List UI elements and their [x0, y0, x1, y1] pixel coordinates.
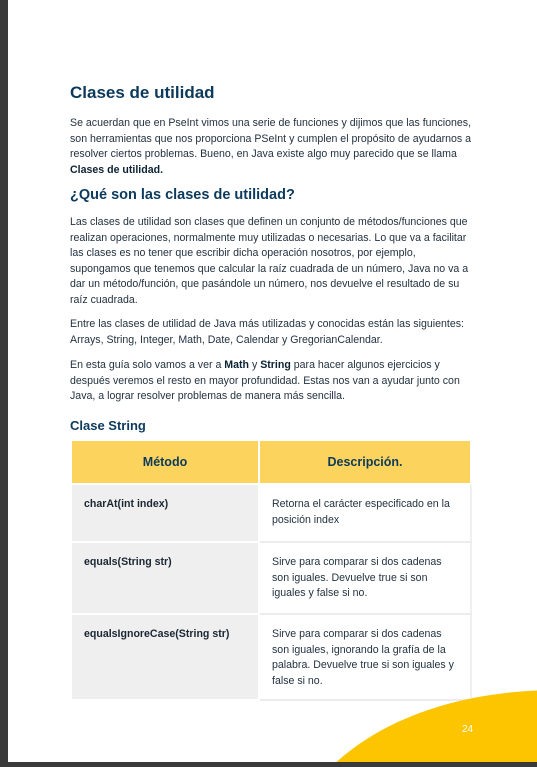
method-cell: equals(String str)	[71, 542, 259, 614]
document-page	[8, 0, 537, 762]
header-metodo: Método	[71, 440, 259, 484]
description-cell: Sirve para comparar si dos cadenas son iguales, ignorando la grafía de la palabra. Devuelve true si son iguales y false si no.	[259, 614, 471, 700]
description-cell: Retorna el carácter especificado en la posición index	[259, 484, 471, 542]
decorative-corner-shape	[328, 690, 537, 762]
subheading-clase-string: Clase String	[70, 418, 146, 433]
guide-text-2: y	[249, 359, 261, 371]
section-heading: ¿Qué son las clases de utilidad?	[70, 187, 295, 203]
intro-bold-term: Clases de utilidad.	[70, 163, 164, 176]
table-row	[71, 542, 471, 614]
definition-paragraph: Las clases de utilidad son clases que definen un conjunto de métodos/funciones que realizan operaciones, normalmente muy utilizadas o necesarias. Lo que va a facilitar las clases es no tener que escribir dicha operación nosotros, por ejemplo, supongamos que tenemos que calcular la raíz cuadrada de un número, Java no va a dar un método/función, que pasándole un número, nos devuelve el resultado de su raíz cuadrada.	[70, 216, 469, 306]
guide-text-1: En esta guía solo vamos a ver a	[70, 359, 225, 371]
header-descripcion: Descripción.	[259, 440, 471, 484]
classes-list-paragraph: Entre las clases de utilidad de Java más utilizadas y conocidas están las siguientes: Arrays, String, Integer, Math, Date, Calendar y GregorianCalendar.	[70, 318, 464, 346]
method-cell: equalsIgnoreCase(String str)	[71, 614, 259, 700]
yellow-wave-shape	[328, 690, 537, 762]
table-row	[71, 614, 471, 700]
page-title: Clases de utilidad	[70, 83, 215, 102]
guide-bold-math: Math	[224, 359, 250, 371]
guide-paragraph	[70, 358, 475, 405]
description-cell: Sirve para comparar si dos cadenas son iguales. Devuelve true si son iguales y false si no.	[259, 542, 471, 614]
method-cell: charAt(int index)	[71, 484, 259, 542]
intro-paragraph	[70, 116, 475, 178]
intro-text: Se acuerdan que en PseInt vimos una serie de funciones y dijimos que las funciones, son herramientas que nos proporciona PSeInt y cumplen el propósito de ayudarnos a resolver ciertos problemas. Bueno, en Java existe algo muy parecido que se llama	[70, 117, 472, 160]
page-number: 24	[462, 724, 474, 735]
table-header-row	[71, 440, 471, 484]
table-row	[71, 484, 471, 542]
guide-text-3: para hacer algunos ejercicios y después veremos el resto en mayor profundidad. Estas nos van a ayudar junto con Java, a lograr resolver problemas de manera más sencilla.	[70, 359, 460, 402]
string-methods-table	[70, 439, 472, 701]
guide-bold-string: String	[260, 359, 291, 371]
